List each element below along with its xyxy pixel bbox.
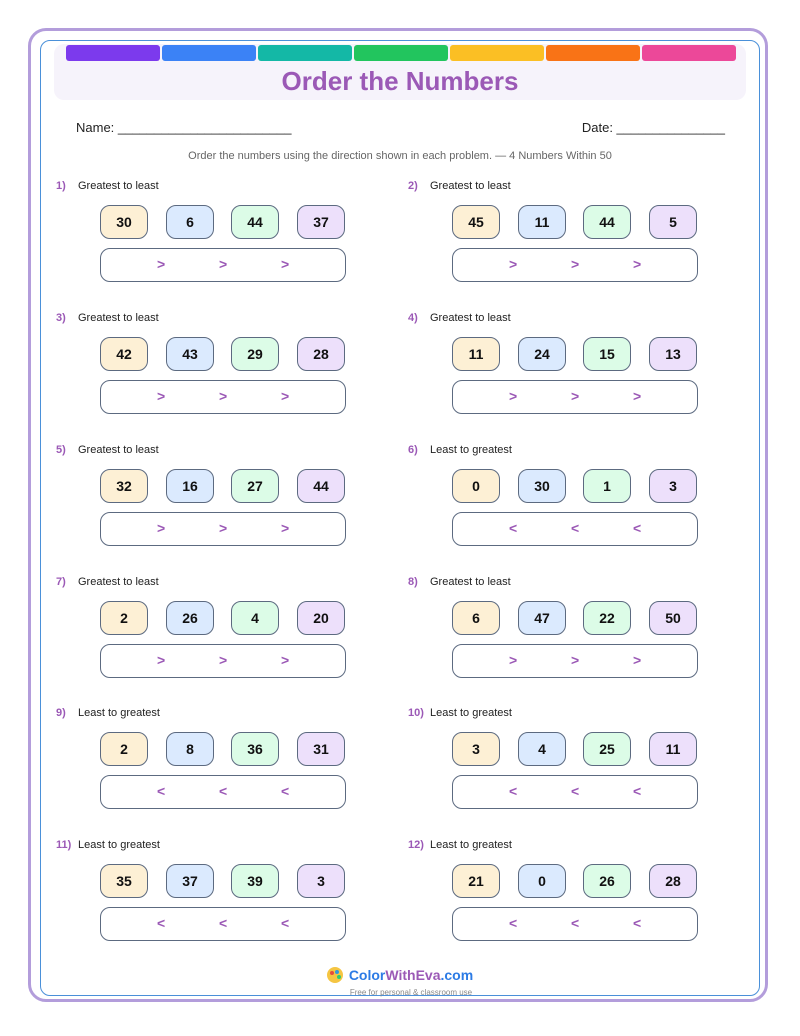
problem-10 xyxy=(408,707,708,827)
number-box: 11 xyxy=(452,337,500,371)
comparison-symbol: > xyxy=(571,652,580,668)
comparison-symbol: < xyxy=(219,783,228,799)
number-row xyxy=(452,732,700,768)
number-box: 6 xyxy=(452,601,500,635)
comparison-symbol: < xyxy=(633,783,642,799)
problem-2 xyxy=(408,180,708,300)
number-row xyxy=(100,469,348,505)
page-title: Order the Numbers xyxy=(281,66,519,96)
answer-box[interactable] xyxy=(100,248,346,282)
problem-direction: Greatest to least xyxy=(430,576,511,588)
problem-label xyxy=(408,312,511,324)
problem-number: 6) xyxy=(408,444,418,456)
number-box: 25 xyxy=(583,732,631,766)
problem-label xyxy=(56,707,160,719)
comparison-symbol: < xyxy=(157,783,166,799)
brand-part-1: Color xyxy=(348,967,386,983)
color-segment xyxy=(546,45,640,61)
number-box: 29 xyxy=(231,337,279,371)
problem-number: 3) xyxy=(56,312,66,324)
comparison-symbol: < xyxy=(571,783,580,799)
number-row xyxy=(100,601,348,637)
color-segment xyxy=(354,45,448,61)
problem-label xyxy=(56,312,159,324)
number-row xyxy=(452,337,700,373)
comparison-symbol: > xyxy=(571,388,580,404)
comparison-symbol: > xyxy=(157,388,166,404)
comparison-symbol: < xyxy=(509,915,518,931)
number-row xyxy=(452,205,700,241)
problem-12 xyxy=(408,839,708,959)
comparison-symbol: < xyxy=(509,783,518,799)
number-box: 28 xyxy=(297,337,345,371)
color-segment xyxy=(162,45,256,61)
number-box: 30 xyxy=(518,469,566,503)
problem-number: 5) xyxy=(56,444,66,456)
problem-label xyxy=(56,444,159,456)
number-box: 22 xyxy=(583,601,631,635)
number-box: 11 xyxy=(649,732,697,766)
problem-number: 12) xyxy=(408,839,424,851)
comparison-symbol: < xyxy=(633,520,642,536)
number-box: 24 xyxy=(518,337,566,371)
comparison-symbol: > xyxy=(633,388,642,404)
number-box: 8 xyxy=(166,732,214,766)
number-box: 37 xyxy=(166,864,214,898)
number-box: 0 xyxy=(452,469,500,503)
number-box: 21 xyxy=(452,864,500,898)
number-box: 13 xyxy=(649,337,697,371)
answer-box[interactable] xyxy=(100,907,346,941)
problem-3 xyxy=(56,312,356,432)
number-box: 44 xyxy=(231,205,279,239)
number-box: 4 xyxy=(231,601,279,635)
problem-number: 11) xyxy=(56,839,72,851)
number-box: 45 xyxy=(452,205,500,239)
comparison-symbol: > xyxy=(509,388,518,404)
comparison-symbol: < xyxy=(571,915,580,931)
footer-tagline: Free for personal & classroom use xyxy=(349,988,473,997)
problem-direction: Greatest to least xyxy=(78,312,159,324)
number-box: 0 xyxy=(518,864,566,898)
problem-label xyxy=(408,839,512,851)
answer-box[interactable] xyxy=(452,644,698,678)
number-box: 16 xyxy=(166,469,214,503)
problem-number: 2) xyxy=(408,180,418,192)
comparison-symbol: < xyxy=(509,520,518,536)
problem-number: 8) xyxy=(408,576,418,588)
comparison-symbol: > xyxy=(633,256,642,272)
comparison-symbol: < xyxy=(281,783,290,799)
problem-label xyxy=(408,576,511,588)
answer-box[interactable] xyxy=(100,380,346,414)
problem-8 xyxy=(408,576,708,696)
name-field[interactable]: Name: ________________________ xyxy=(76,120,292,135)
number-row xyxy=(100,864,348,900)
problem-direction: Greatest to least xyxy=(78,180,159,192)
comparison-symbol: > xyxy=(281,388,290,404)
comparison-symbol: < xyxy=(633,915,642,931)
brand-part-3: .com xyxy=(440,967,474,983)
number-box: 28 xyxy=(649,864,697,898)
number-box: 32 xyxy=(100,469,148,503)
answer-box[interactable] xyxy=(100,775,346,809)
number-box: 2 xyxy=(100,732,148,766)
comparison-symbol: > xyxy=(509,256,518,272)
comparison-symbol: > xyxy=(157,652,166,668)
answer-box[interactable] xyxy=(452,248,698,282)
answer-box[interactable] xyxy=(100,644,346,678)
problem-number: 10) xyxy=(408,707,424,719)
answer-box[interactable] xyxy=(452,775,698,809)
comparison-symbol: < xyxy=(571,520,580,536)
comparison-symbol: < xyxy=(281,915,290,931)
rainbow-bar xyxy=(66,45,736,61)
problem-direction: Greatest to least xyxy=(430,180,511,192)
number-box: 15 xyxy=(583,337,631,371)
comparison-symbol: > xyxy=(281,520,290,536)
problem-label xyxy=(56,576,159,588)
brand-logo xyxy=(327,967,473,983)
number-row xyxy=(100,732,348,768)
comparison-symbol: > xyxy=(571,256,580,272)
number-box: 6 xyxy=(166,205,214,239)
comparison-symbol: > xyxy=(219,652,228,668)
number-box: 31 xyxy=(297,732,345,766)
problem-7 xyxy=(56,576,356,696)
number-box: 47 xyxy=(518,601,566,635)
comparison-symbol: > xyxy=(281,652,290,668)
problem-direction: Greatest to least xyxy=(78,444,159,456)
problem-direction: Least to greatest xyxy=(78,839,160,851)
problem-direction: Least to greatest xyxy=(430,839,512,851)
comparison-symbol: > xyxy=(219,256,228,272)
palette-icon xyxy=(327,967,343,983)
number-box: 39 xyxy=(231,864,279,898)
problem-label xyxy=(408,444,512,456)
number-box: 27 xyxy=(231,469,279,503)
problem-label xyxy=(56,180,159,192)
instructions: Order the numbers using the direction shown in each problem. — 4 Numbers Within 50 xyxy=(188,150,612,162)
number-row xyxy=(100,337,348,373)
brand-part-2: WithEva xyxy=(385,967,441,983)
comparison-symbol: > xyxy=(219,388,228,404)
number-row xyxy=(452,601,700,637)
comparison-symbol: > xyxy=(157,256,166,272)
number-row xyxy=(452,864,700,900)
color-segment xyxy=(642,45,736,61)
number-box: 44 xyxy=(583,205,631,239)
problem-direction: Least to greatest xyxy=(430,444,512,456)
answer-box[interactable] xyxy=(452,907,698,941)
problem-label xyxy=(408,180,511,192)
problem-11 xyxy=(56,839,356,959)
number-box: 3 xyxy=(649,469,697,503)
problem-number: 4) xyxy=(408,312,418,324)
problem-label xyxy=(56,839,160,851)
footer-brand xyxy=(0,967,800,997)
problem-direction: Least to greatest xyxy=(430,707,512,719)
problem-label xyxy=(408,707,512,719)
problem-direction: Greatest to least xyxy=(430,312,511,324)
comparison-symbol: > xyxy=(509,652,518,668)
number-box: 3 xyxy=(452,732,500,766)
problem-4 xyxy=(408,312,708,432)
number-row xyxy=(452,469,700,505)
number-box: 36 xyxy=(231,732,279,766)
number-box: 1 xyxy=(583,469,631,503)
number-box: 37 xyxy=(297,205,345,239)
number-box: 44 xyxy=(297,469,345,503)
problem-6 xyxy=(408,444,708,564)
number-box: 11 xyxy=(518,205,566,239)
comparison-symbol: > xyxy=(633,652,642,668)
comparison-symbol: > xyxy=(281,256,290,272)
number-box: 50 xyxy=(649,601,697,635)
problem-5 xyxy=(56,444,356,564)
color-segment xyxy=(450,45,544,61)
problem-direction: Greatest to least xyxy=(78,576,159,588)
number-box: 42 xyxy=(100,337,148,371)
problem-number: 9) xyxy=(56,707,66,719)
comparison-symbol: < xyxy=(157,915,166,931)
number-box: 4 xyxy=(518,732,566,766)
problem-number: 1) xyxy=(56,180,66,192)
comparison-symbol: > xyxy=(157,520,166,536)
number-box: 5 xyxy=(649,205,697,239)
answer-box[interactable] xyxy=(452,512,698,546)
answer-box[interactable] xyxy=(100,512,346,546)
problem-direction: Least to greatest xyxy=(78,707,160,719)
number-box: 35 xyxy=(100,864,148,898)
problem-9 xyxy=(56,707,356,827)
number-box: 43 xyxy=(166,337,214,371)
color-segment xyxy=(258,45,352,61)
number-box: 26 xyxy=(583,864,631,898)
number-row xyxy=(100,205,348,241)
number-box: 3 xyxy=(297,864,345,898)
comparison-symbol: > xyxy=(219,520,228,536)
number-box: 2 xyxy=(100,601,148,635)
problem-number: 7) xyxy=(56,576,66,588)
number-box: 26 xyxy=(166,601,214,635)
number-box: 20 xyxy=(297,601,345,635)
date-field[interactable]: Date: _______________ xyxy=(581,120,725,135)
number-box: 30 xyxy=(100,205,148,239)
answer-box[interactable] xyxy=(452,380,698,414)
color-segment xyxy=(66,45,160,61)
comparison-symbol: < xyxy=(219,915,228,931)
problem-1 xyxy=(56,180,356,300)
